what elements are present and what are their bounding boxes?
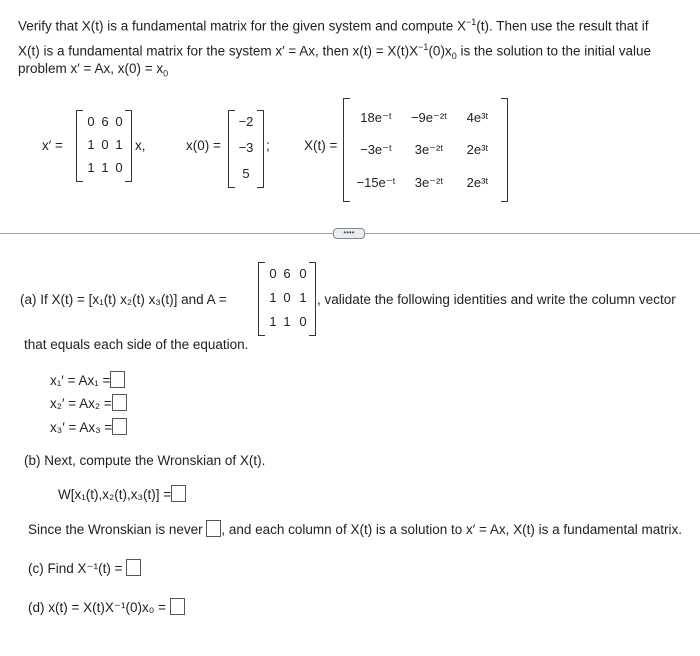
- a-cell: 1: [115, 137, 123, 152]
- part-a-line2: that equals each side of the equation.: [24, 337, 249, 352]
- a-cell: 0: [115, 114, 123, 129]
- matrix-A: [76, 110, 132, 182]
- answer-wronskian-input[interactable]: [171, 485, 186, 502]
- answer-xinv-input[interactable]: [126, 559, 141, 576]
- xt-cell: 4e³ᵗ: [466, 110, 489, 125]
- answer-x1-input[interactable]: [110, 371, 125, 388]
- part-b-line1: (b) Next, compute the Wronskian of X(t).: [24, 453, 266, 468]
- intro-line-2: X(t) is a fundamental matrix for the system x′ = Ax, then $x(t) = X(t)X^{-1}(0)x_0$ is the solution to the initial value: [18, 42, 652, 62]
- expand-more-button[interactable]: ••••: [333, 228, 365, 239]
- a-cell: 0: [269, 266, 277, 281]
- x0-suffix: ;: [266, 138, 270, 153]
- vector-x0: [228, 110, 264, 188]
- a-cell: 0: [87, 114, 95, 129]
- a-cell: 0: [101, 137, 109, 152]
- answer-never-input[interactable]: [206, 520, 221, 537]
- a-cell: 0: [299, 314, 307, 329]
- part-a-matrix-A: [258, 262, 316, 336]
- xt-cell: 2e³ᵗ: [466, 175, 489, 190]
- matrix-Xt: [343, 98, 508, 202]
- eq2: x₂′ = Ax₂ =: [50, 394, 127, 413]
- xprime-label: x′ =: [42, 138, 63, 153]
- Xt-label: X(t) =: [304, 138, 338, 153]
- a-cell: 1: [87, 160, 95, 175]
- x0-cell: 5: [242, 166, 250, 181]
- a-cell: 1: [299, 290, 307, 305]
- xt-cell: 3e⁻²ᵗ: [414, 175, 444, 190]
- part-a-prefix: (a) If X(t) = [x₁(t) x₂(t) x₃(t)] and A =: [20, 292, 227, 307]
- intro-line-3: problem x′ = Ax, $x(0) = x_0$: [18, 61, 169, 79]
- wronskian-eq: W[x₁(t),x₂(t),x₃(t)] =: [58, 485, 186, 504]
- answer-x2-input[interactable]: [112, 394, 127, 411]
- a-cell: 0: [283, 290, 291, 305]
- xt-cell: 18e⁻ᵗ: [360, 110, 392, 125]
- xt-cell: −3e⁻ᵗ: [360, 142, 392, 157]
- answer-x3-input[interactable]: [112, 418, 127, 435]
- x0-label: x(0) =: [186, 138, 221, 153]
- part-d: (d) x(t) = X(t)X⁻¹(0)x₀ =: [28, 598, 185, 617]
- a-cell: 1: [269, 290, 277, 305]
- x0-cell: −3: [238, 140, 254, 155]
- a-cell: 1: [269, 314, 277, 329]
- xt-cell: 3e⁻²ᵗ: [414, 142, 444, 157]
- a-cell: 6: [101, 114, 109, 129]
- xt-cell: 2e³ᵗ: [466, 142, 489, 157]
- intro-line-1: Verify that X(t) is a fundamental matrix for the given system and compute $X^{-1}(t)$. Then use the result that if: [18, 17, 649, 34]
- x0-cell: −2: [238, 114, 254, 129]
- a-cell: 1: [87, 137, 95, 152]
- since-line: Since the Wronskian is never , and each column of X(t) is a solution to x′ = Ax, X(t) is a fundamental matrix.: [28, 522, 682, 537]
- xt-cell: −9e⁻²ᵗ: [410, 110, 448, 125]
- xt-cell: −15e⁻ᵗ: [356, 175, 396, 190]
- answer-xt-input[interactable]: [170, 598, 185, 615]
- part-a-suffix: , validate the following identities and write the column vector: [317, 292, 676, 307]
- a-cell: 0: [115, 160, 123, 175]
- a-cell: 1: [101, 160, 109, 175]
- eq1: x₁′ = Ax₁ =: [50, 371, 125, 390]
- a-cell: 0: [299, 266, 307, 281]
- part-c: (c) Find X⁻¹(t) =: [28, 559, 141, 578]
- A-suffix: x,: [135, 138, 146, 153]
- eq3: x₃′ = Ax₃ =: [50, 418, 127, 437]
- a-cell: 6: [283, 266, 291, 281]
- a-cell: 1: [283, 314, 291, 329]
